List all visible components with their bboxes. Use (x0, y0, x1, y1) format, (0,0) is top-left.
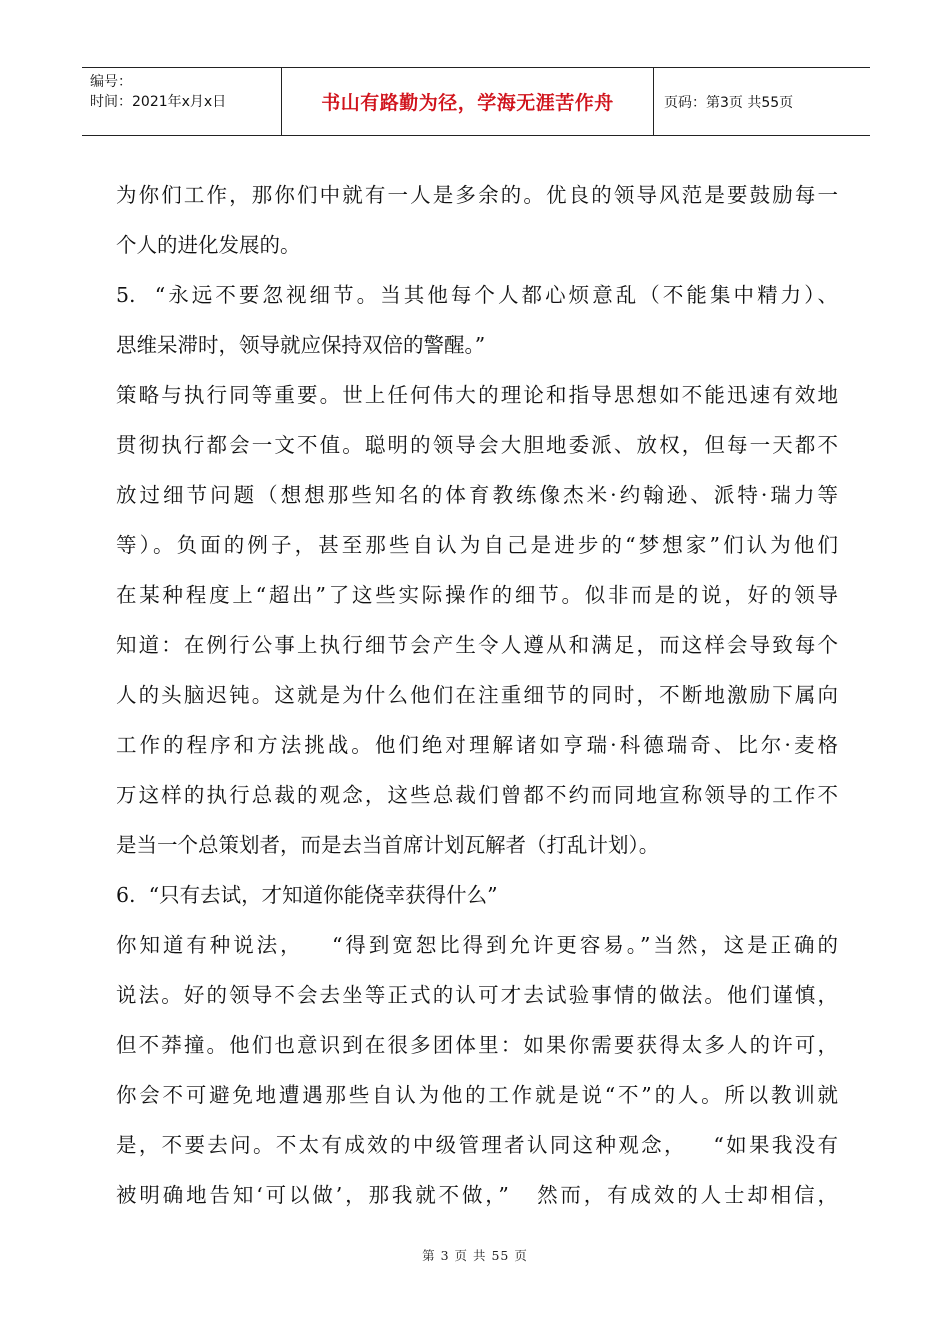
body-text-line: 人的头脑迟钝。这就是为什么他们在注重细节的同时，不断地激励下属向 (116, 683, 838, 707)
body-text-line: 万这样的执行总裁的观念，这些总裁们曾都不约而同地宣称领导的工作不 (116, 783, 838, 807)
body-text-line: 为你们工作，那你们中就有一人是多余的。优良的领导风范是要鼓励每一 (116, 183, 838, 207)
body-text-line: 等）。负面的例子，甚至那些自认为自己是进步的“梦想家”们认为他们 (116, 533, 838, 557)
body-text-line: 你知道有种说法， “得到宽恕比得到允许更容易。”当然，这是正确的 (116, 933, 838, 957)
body-text-line: 但不莽撞。他们也意识到在很多团体里：如果你需要获得太多人的许可， (116, 1033, 838, 1057)
body-text-line: 个人的进化发展的。 (116, 233, 301, 257)
body-text-line: 5. “永远不要忽视细节。当其他每个人都心烦意乱（不能集中精力）、 (116, 283, 838, 307)
body-text-line: 你会不可避免地遭遇那些自认为他的工作就是说“不”的人。所以教训就 (116, 1083, 838, 1107)
body-text-line: 知道：在例行公事上执行细节会产生令人遵从和满足，而这样会导致每个 (116, 633, 838, 657)
body-text-line: 6. “只有去试，才知道你能侥幸获得什么” (116, 883, 498, 907)
page-header-table (82, 67, 870, 136)
body-text-line: 放过细节问题（想想那些知名的体育教练像杰米·约翰逊、派特·瑞力等 (116, 483, 838, 507)
body-text-line: 被明确地告知‘可以做’，那我就不做，” 然而，有成效的人士却相信， (116, 1183, 838, 1207)
document-number-label: 编号： (90, 74, 132, 90)
body-text-line: 在某种程度上“超出”了这些实际操作的细节。似非而是的说，好的领导 (116, 583, 838, 607)
body-text-line: 是，不要去问。不太有成效的中级管理者认同这种观念， “如果我没有 (116, 1133, 838, 1157)
page-footer: 第 3 页 共 55 页 (422, 1248, 528, 1263)
header-meta-cell (82, 68, 282, 135)
header-page-info: 页码：第3页 共55页 (664, 94, 794, 111)
header-motto: 书山有路勤为径，学海无涯苦作舟 (282, 68, 654, 135)
document-body (116, 170, 838, 1220)
body-text-line: 说法。好的领导不会去坐等正式的认可才去试验事情的做法。他们谨慎， (116, 983, 838, 1007)
document-date-label: 时间：2021年x月x日 (90, 94, 227, 110)
body-text-line: 工作的程序和方法挑战。他们绝对理解诸如亨瑞·科德瑞奇、比尔·麦格 (116, 733, 838, 757)
body-text-line: 是当一个总策划者，而是去当首席计划瓦解者（打乱计划）。 (116, 833, 660, 857)
body-text-line: 思维呆滞时，领导就应保持双倍的警醒。” (116, 333, 486, 357)
body-text-line: 贯彻执行都会一文不值。聪明的领导会大胆地委派、放权，但每一天都不 (116, 433, 838, 457)
body-text-line: 策略与执行同等重要。世上任何伟大的理论和指导思想如不能迅速有效地 (116, 383, 838, 407)
